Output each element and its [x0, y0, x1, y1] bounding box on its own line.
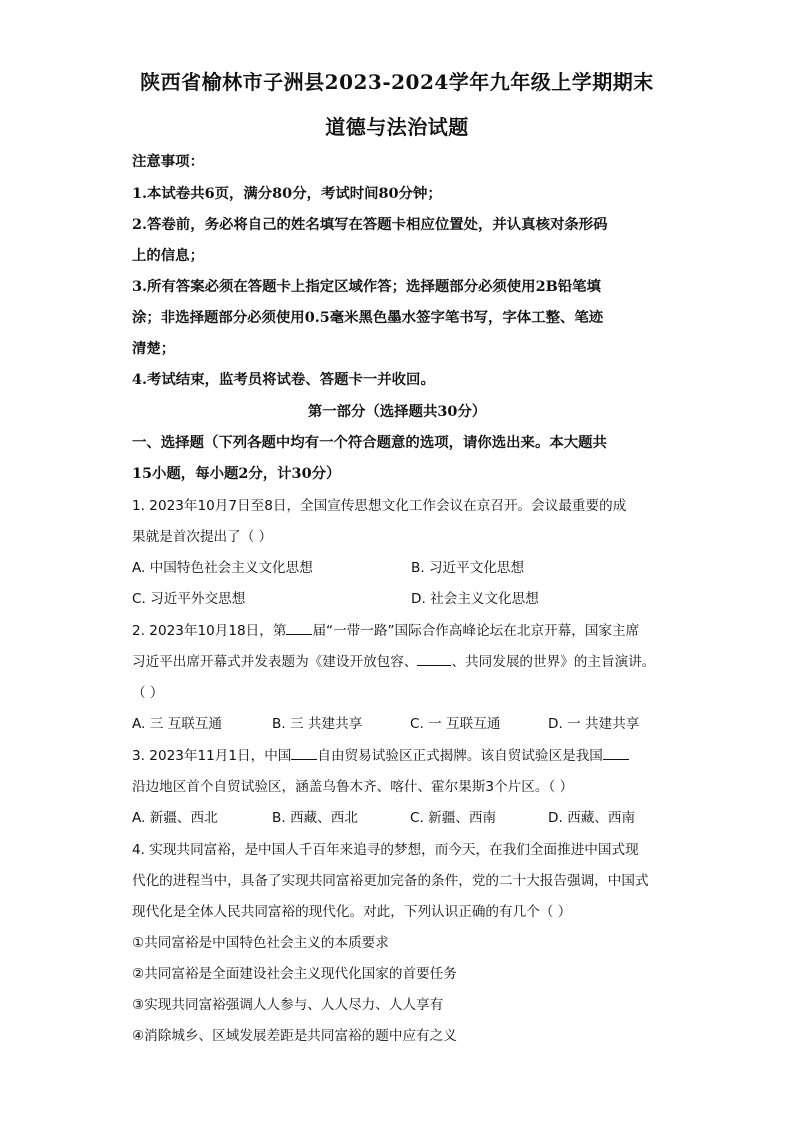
q1-option-d: D. 社会主义文化思想 — [411, 591, 539, 607]
q4-stem-line1: 4. 实现共同富裕，是中国人千百年来追寻的梦想，而今天，在我们全面推进中国式现 — [132, 842, 639, 858]
q2-blank-2 — [417, 653, 451, 666]
q1-option-b: B. 习近平文化思想 — [411, 560, 525, 576]
q2-answer-paren: （ ） — [132, 685, 164, 701]
q2-stem-line1 — [132, 619, 664, 639]
q2-option-a: A. 三 互联互通 — [132, 716, 222, 732]
notice-item-3-cont: 涂；非选择题部分必须使用0.5毫米黑色墨水签字笔书写，字体工整、笔迹 — [132, 309, 604, 326]
exam-title-line1: 陕西省榆林市子洲县2023-2024学年九年级上学期期末 — [140, 70, 654, 94]
q3-option-b: B. 西藏、西北 — [272, 810, 358, 826]
notice-item-2: 2.答卷前，务必将自己的姓名填写在答题卡相应位置处，并认真核对条形码 — [132, 216, 608, 233]
q2-option-b: B. 三 共建共享 — [272, 716, 363, 732]
q3-blank-1 — [291, 747, 317, 760]
q3-stem-line2: 沿边地区首个自贸试验区，涵盖乌鲁木齐、喀什、霍尔果斯3个片区。（ ） — [132, 779, 574, 795]
q3-text-part1: 3. 2023年11月1日，中国 — [132, 748, 292, 764]
q3-option-a: A. 新疆、西北 — [132, 810, 218, 826]
q2-option-d: D. 一 共建共享 — [548, 716, 640, 732]
q2-option-c: C. 一 互联互通 — [410, 716, 501, 732]
q3-text-part2: 自由贸易试验区正式揭牌。该自贸试验区是我国 — [317, 748, 603, 764]
notice-item-3-end: 清楚； — [132, 340, 176, 357]
notice-heading: 注意事项： — [132, 153, 204, 170]
q1-stem-line2: 果就是首次提出了（ ） — [132, 529, 273, 545]
q4-stem-line3: 现代化是全体人民共同富裕的现代化。对此，下列认识正确的有几个（ ） — [132, 904, 572, 920]
notice-item-1: 1.本试卷共6页，满分80分，考试时间80分钟； — [132, 185, 442, 202]
q3-blank-2 — [603, 747, 629, 760]
notice-item-3: 3.所有答案必须在答题卡上指定区域作答；选择题部分必须使用2B铅笔填 — [132, 278, 601, 295]
section-instruction-line2: 15小题，每小题2分，计30分） — [132, 465, 341, 482]
q3-stem-line1 — [132, 744, 664, 764]
q2-text-part1: 2. 2023年10月18日，第 — [132, 623, 287, 639]
q4-statement-3: ③实现共同富裕强调人人参与、人人尽力、人人享有 — [132, 997, 444, 1013]
section-instruction-line1: 一、选择题（下列各题中均有一个符合题意的选项，请你选出来。本大题共 — [132, 434, 607, 451]
part-one-title: 第一部分（选择题共30分） — [307, 403, 487, 420]
q4-statement-4: ④消除城乡、区域发展差距是共同富裕的题中应有之义 — [132, 1028, 457, 1044]
exam-title-line2: 道德与法治试题 — [325, 115, 469, 139]
q4-statement-2: ②共同富裕是全面建设社会主义现代化国家的首要任务 — [132, 966, 457, 982]
q3-option-c: C. 新疆、西南 — [410, 810, 497, 826]
notice-item-4: 4.考试结束，监考员将试卷、答题卡一并收回。 — [132, 371, 435, 388]
q2-text-part2: 届“一带一路”国际合作高峰论坛在北京开幕，国家主席 — [312, 623, 640, 639]
q2-text-part4: 、共同发展的世界》的主旨演讲。 — [451, 654, 656, 670]
q2-text-part3: 习近平出席开幕式并发表题为《建设开放包容、 — [132, 654, 418, 670]
q4-statement-1: ①共同富裕是中国特色社会主义的本质要求 — [132, 935, 389, 951]
q2-stem-line2 — [132, 650, 664, 670]
q1-option-a: A. 中国特色社会主义文化思想 — [132, 560, 313, 576]
q1-stem-line1: 1. 2023年10月7日至8日，全国宣传思想文化工作会议在京召开。会议最重要的成 — [132, 498, 627, 514]
q1-option-c: C. 习近平外交思想 — [132, 591, 246, 607]
notice-item-2-cont: 上的信息； — [132, 247, 204, 264]
q3-option-d: D. 西藏、西南 — [548, 810, 636, 826]
q2-blank-1 — [286, 622, 312, 635]
q4-stem-line2: 代化的进程当中，具备了实现共同富裕更加完备的条件，党的二十大报告强调，中国式 — [132, 873, 649, 889]
